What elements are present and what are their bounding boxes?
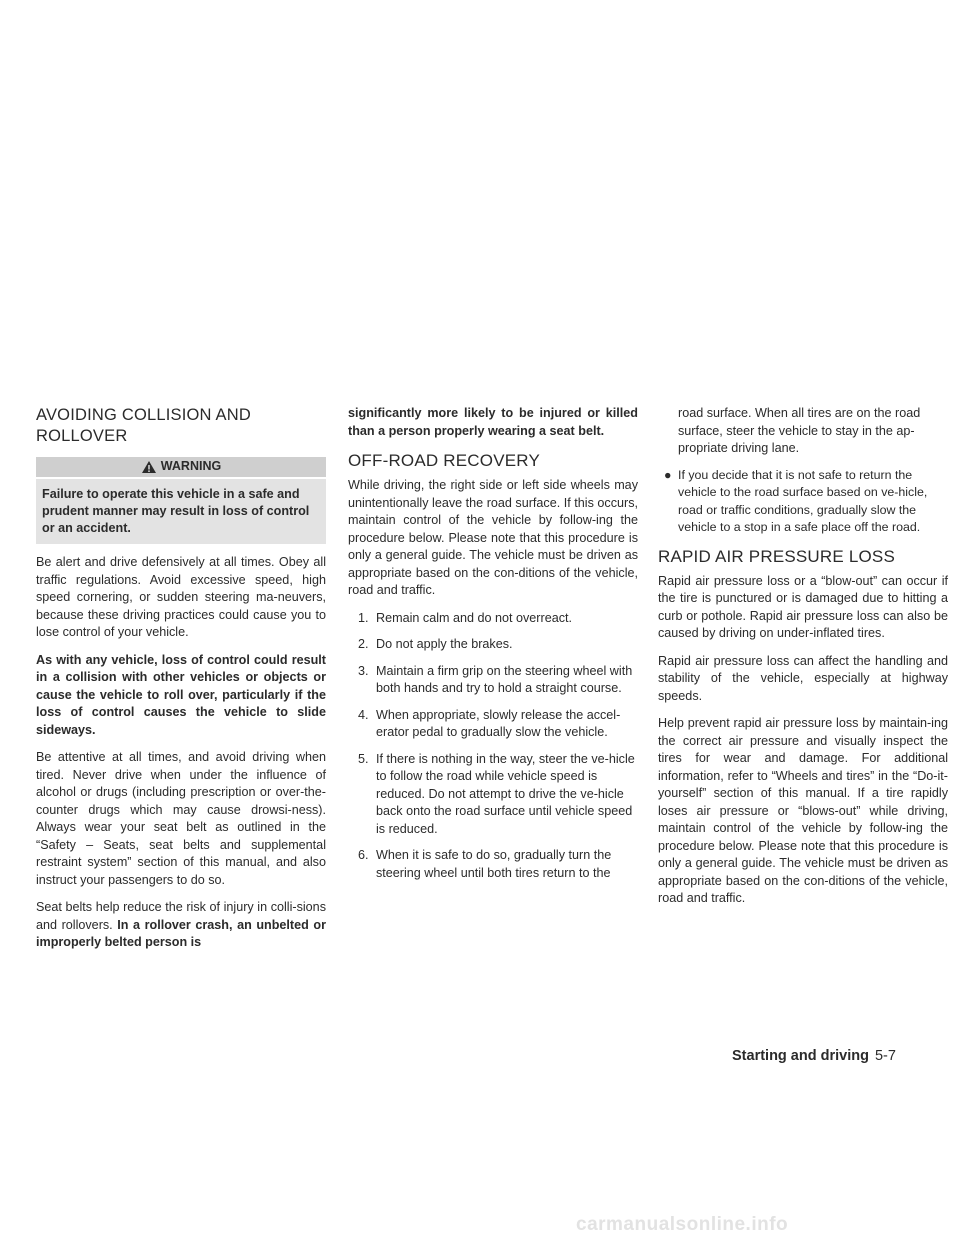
paragraph-bold-text: In a rollover crash, an unbelted or improperly belted person is [36, 917, 326, 949]
section-heading-avoiding-collision: AVOIDING COLLISION AND ROLLOVER [36, 406, 251, 445]
paragraph-text: Seat belts help reduce the risk of injury in colli-sions and rollovers. [36, 900, 326, 932]
paragraph: Help prevent rapid air pressure loss by maintain-ing the correct air pressure and visually inspect the tires for wear and damage. For additional information, refer to “Wheels and tires” in the “Do-it-yourself” section of this manual. If a tire rapidly loses air pressure or “blows-out” while driving, maintain control of the vehicle by follow-ing the procedure below. Please note that this procedure is only a general guide. The vehicle must be driven as appropriate based on the con-ditions of the vehicle, road and traffic. [658, 716, 948, 905]
paragraph: Be alert and drive defensively at all times. Obey all traffic regulations. Avoid excessive speed, high speed cornering, or sudden steering ma-neuvers, because these driving practices could cause you to lose control of your vehicle. [36, 555, 326, 639]
list-number: 2. [358, 637, 369, 651]
list-item [348, 707, 638, 742]
list-text-continued: road surface. When all tires are on the road surface, steer the vehicle to stay in the ap-propriate driving lane. [678, 406, 921, 455]
paragraph: Be attentive at all times, and avoid driving when tired. Never drive when under the influence of alcohol or drugs (including prescription or over-the-counter drugs which may cause drowsi-ness). Always wear your seat belt as outlined in the “Safety – Seats, seat belts and supplemental restraint system” section of this manual, and also instruct your passengers to do so. [36, 750, 326, 887]
list-text: Remain calm and do not overreact. [376, 610, 573, 625]
list-text: Do not apply the brakes. [376, 637, 513, 651]
list-text: Maintain a firm grip on the steering wheel with both hands and try to hold a straight course. [376, 663, 633, 695]
section-heading-rapid-air-pressure-loss: RAPID AIR PRESSURE LOSS [658, 546, 896, 566]
column-1 [36, 405, 326, 962]
list-item [348, 847, 638, 882]
warning-box [36, 457, 326, 544]
list-number: 5. [358, 751, 369, 766]
list-item [348, 610, 638, 628]
list-number: 6. [358, 848, 369, 862]
footer-section-title: Starting and driving [732, 1048, 869, 1064]
page-footer [732, 1048, 896, 1064]
warning-header [36, 457, 326, 477]
paragraph: While driving, the right side or left side wheels may unintentionally leave the road surface. If this occurs, maintain control of the vehicle by follow-ing the procedure below. Please note that this procedure is only a general guide. The vehicle must be driven as appropriate based on the con-ditions of the vehicle, road and traffic. [348, 478, 638, 597]
paragraph: Rapid air pressure loss can affect the handling and stability of the vehicle, especially at highway speeds. [658, 653, 948, 703]
list-text: When it is safe to do so, gradually turn the steering wheel until both tires return to the [376, 848, 612, 880]
bullet-item [658, 467, 948, 537]
watermark: carmanualsonline.info [576, 1214, 789, 1235]
paragraph-bold-continued: significantly more likely to be injured or killed than a person properly wearing a seat belt. [348, 406, 638, 438]
bullet-dot: ● [664, 467, 672, 482]
bullet-list [658, 467, 948, 537]
column-2 [348, 405, 638, 891]
list-text: If there is nothing in the way, steer the ve-hicle to follow the road while vehicle speed is reduced. Do not attempt to drive the ve-hicle back onto the road surface until vehicle speed is reduced. [376, 751, 635, 836]
column-3 [658, 405, 948, 918]
page-number: 5-7 [874, 1048, 896, 1064]
list-number: 1. [358, 610, 369, 625]
paragraph-bold: As with any vehicle, loss of control could result in a collision with other vehicles or objects or cause the vehicle to roll over, particularly if the loss of control causes the vehicle to slide sideways. [36, 652, 326, 737]
warning-text: Failure to operate this vehicle in a safe and prudent manner may result in loss of control or an accident. [36, 479, 326, 544]
list-number: 4. [358, 707, 369, 722]
paragraph-seat-belts [36, 899, 326, 952]
paragraph: Rapid air pressure loss or a “blow-out” can occur if the tire is punctured or is damaged due to hitting a curb or pothole. Rapid air pressure loss can also be caused by driving on under-inflated tires. [658, 573, 948, 640]
warning-label: WARNING [160, 459, 222, 474]
list-item [348, 636, 638, 654]
bullet-text: If you decide that it is not safe to return the vehicle to the road surface based on ve-hicle, road or traffic conditions, gradually slow the vehicle to a stop in a safe place off the road. [678, 467, 928, 534]
warning-triangle-icon [141, 460, 157, 474]
section-heading-off-road-recovery: OFF-ROAD RECOVERY [348, 451, 540, 470]
list-text: When appropriate, slowly release the accel-erator pedal to gradually slow the vehicle. [376, 707, 621, 739]
list-number: 3. [358, 663, 369, 678]
list-item [348, 751, 638, 839]
list-item [348, 663, 638, 698]
recovery-steps-list [348, 610, 638, 883]
